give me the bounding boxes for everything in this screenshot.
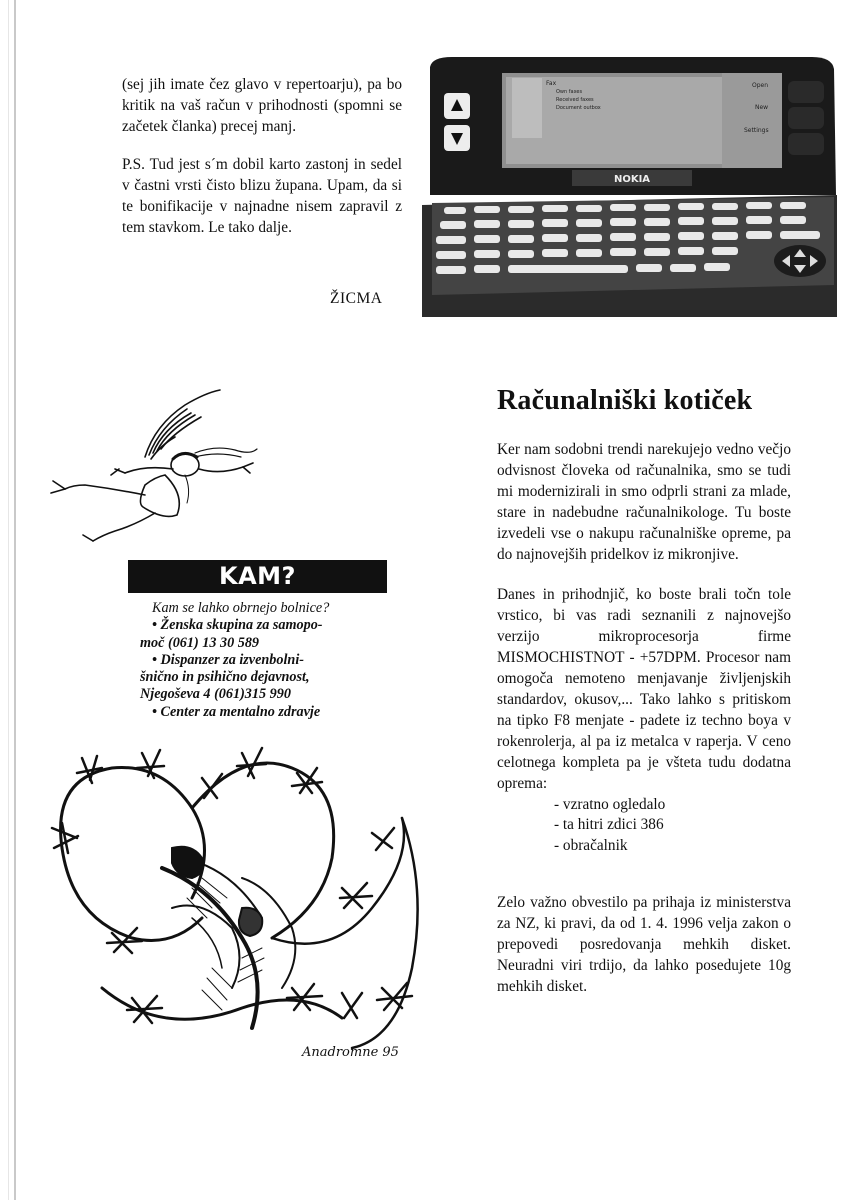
nokia-communicator-photo [422,55,837,317]
equipment-list [497,795,791,858]
kam-line: • Center za mentalno zdravje [152,703,321,720]
article-body [497,440,791,1018]
article-paragraph-1: Ker nam sodobni trendi narekujejo vedno večjo odvisnost človeka od računalnika, smo se tudi mi modernizirali in smo odprli strani za mlade, stare in nadebudne računalnikologe. Tu boste izvedeli vse o nakupu računalniške opreme, pa do najnovejših pridelkov iz mikronjive. [497,441,791,563]
left-paragraph-2: P.S. Tud jest s´m dobil karto zastonj in sedel v častni vrsti čisto blizu župana. Upam, da si te bonifikacije v najnadne nisem zapravil z tem stavkom. Le tako dalje. [122,156,402,236]
barbed-wire-artwork [42,738,432,1068]
left-top-text [122,74,402,255]
phone-brand-label: NOKIA [613,174,651,185]
screen-item-own-faxes: Own faxes [556,89,583,95]
screen-item-outbox: Document outbox [556,105,601,111]
screen-item-fax: Fax [546,80,557,87]
article-title: Računalniški kotiček [497,385,753,416]
kam-line: Kam se lahko obrnejo bolnice? [152,600,330,616]
side-button-open: Open [752,82,769,89]
kam-line: Njegoševa 4 (061)315 990 [140,686,291,703]
side-button-new: New [755,104,769,111]
left-paragraph-1: (sej jih imate čez glavo v repertoarju), pa bo kritik na vaš račun v prihodnosti (spomni se začetek članka) precej manj. [122,76,402,135]
article-paragraph-2: Danes in prihodnjič, ko boste brali točn tole vrstico, bi vas radi seznanili z najnovejšo verzijo mikroprocesorja firme MISMOCHISTNOT - +57DPM. Procesor nam omogoča nemoteno menjavanje življenjskih standardov, okusov,... Tako lahko s pritiskom na tipko F8 menjate - padete iz techno boya v rokenrolerja, al pa iz metalca v raperja. V ceno celotnega kompleta pa je všteta tudu dodatna oprema: [497,586,791,792]
kam-contacts [140,600,375,721]
list-item: - vzratno ogledalo [554,795,666,813]
kam-line: šnično in psihično dejavnost, [140,669,310,686]
article-closing: Zelo važno obvestilo pa prihaja iz ministerstva za NZ, ki pravi, da od 1. 4. 1996 velja zakon o prepovedi posredovanja mehkih disket. Neuradni viri trdijo, da lahko posedujete 10g mehkih disket. [497,894,791,995]
page-binding-edge [14,0,16,1200]
list-item: - obračalnik [554,837,628,855]
list-item: - ta hitri zdici 386 [554,816,664,834]
artist-signature: Anadromne 95 [302,1045,399,1060]
kam-line: moč (061) 13 30 589 [140,634,260,651]
kam-line: • Dispanzer za izvenbolni- [152,651,304,668]
side-button-settings: Settings [744,127,769,134]
kam-line: • Ženska skupina za samopo- [152,617,323,634]
flying-angel-sketch [45,385,260,545]
kam-heading-box: KAM? [128,560,387,593]
page-edge-shadow [8,0,9,1200]
author-signature: ŽICMA [330,290,383,307]
screen-item-received: Received faxes [556,97,594,103]
